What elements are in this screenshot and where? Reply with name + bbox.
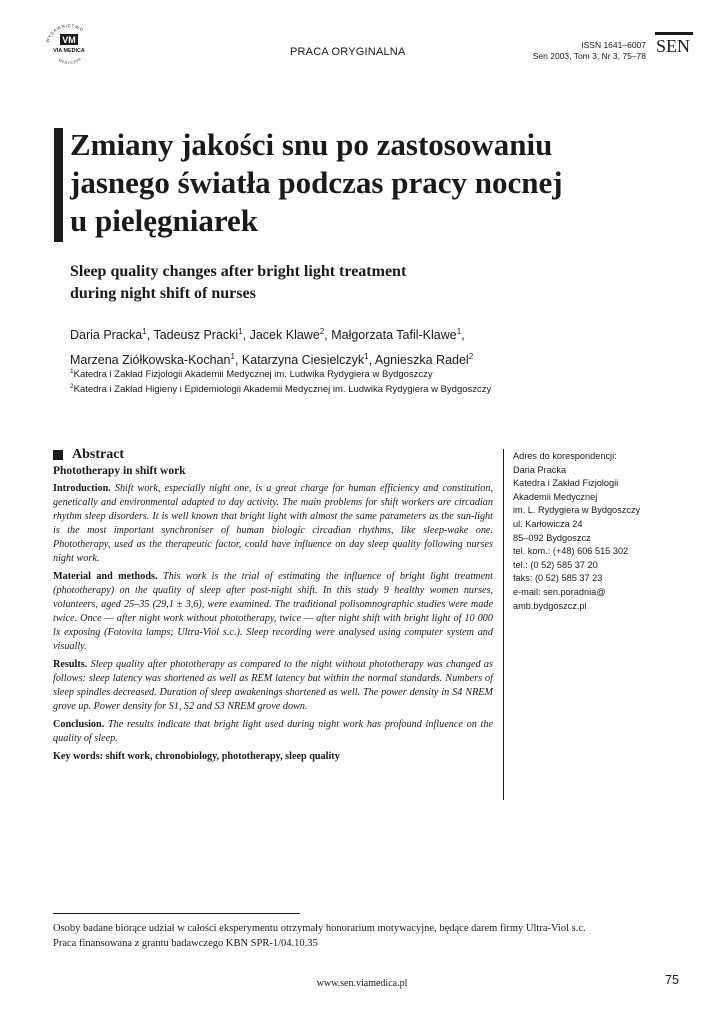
author-line [70,321,670,346]
abstract-heading-text: Abstract [72,447,125,462]
correspondence-line: im. L. Rydygiera w Bydgoszczy [513,505,641,516]
affiliations [70,366,670,396]
section-text: This work is the trial of estimating the influence of bright light treatment (phototherapy) on the quality of sleep after post-night shift. In this study 9 healthy women nurses, volunteers, aged 25–35 (29,1 ± 3,6), were examined. The traditional polisomnographic studies were made twice. Once — after night work without phototherapy, twice — after night shift with bright light of 10 000 lx exposing (Fotovita lamps; Ultra-Viol s.c.). Sleep recording were analysed using computer system and visually. [53,571,493,652]
correspondence-line: tel. kom.: (+48) 606 515 302 [513,546,629,557]
author-name: Marzena Ziółkowska-Kochan [70,353,231,368]
abstract [53,448,493,764]
issue-info: Sen 2003, Tom 3, Nr 3, 75–78 [532,51,646,61]
author-affiliation: 2 [468,352,474,362]
author-list [70,321,670,371]
footnote-line: Praca finansowana z grantu badawczego KBN SPR-1/04.10.35 [53,938,318,949]
author-name: Jacek Klawe [249,328,320,343]
author-affiliation: 1 [142,327,147,336]
section-label: Results. [53,659,88,670]
abstract-heading [53,448,493,462]
title-polish [70,126,630,240]
correspondence-line: Daria Pracka [513,464,567,475]
journal-name: SEN [656,36,691,56]
correspondence-line: Adres do korespondencji: [513,451,617,461]
section-text: The results indicate that bright light used during night work has profound influence on the quality of sleep. [53,719,493,744]
correspondence-email[interactable]: amb.bydgoszcz.pl [513,600,587,611]
author-sep: , [242,328,250,343]
author-name: Agnieszka Radel [374,353,469,368]
correspondence-line: Katedra i Zakład Fizjologii [513,478,619,489]
abstract-introduction [53,482,493,566]
correspondence-line: faks: (0 52) 585 37 23 [513,573,603,584]
section-text: Sleep quality after phototherapy as compared to the night without phototherapy was changed as follows: sleep latency was shortened as well as REM latency but within the normal standards. Numbers of sleep spindles decreased. Duration of sleep awakenings shortened as well. The power density in S4 NREM grove up. Power density for S1, S2 and S3 NREM grove down. [53,659,493,712]
section-label: Introduction. [53,483,111,494]
page-number: 75 [665,973,679,987]
journal-url[interactable]: www.sen.viamedica.pl [316,978,408,989]
section-label: Material and methods. [53,571,158,582]
via-medica-logo [40,22,98,70]
author-affiliation: 1 [456,327,462,336]
title-line: u pielęgniarek [70,203,259,238]
footnote [53,921,693,951]
correspondence-line: 85–092 Bydgoszcz [513,532,591,543]
author-sep: , [461,328,465,343]
title-line: during night shift of nurses [70,285,256,302]
author-name: Małgorzata Tafil-Klawe [331,328,457,343]
title-english [70,261,590,305]
svg-text:MEDYCZNE [58,57,82,65]
square-bullet-icon [53,450,63,460]
correspondence-line: Akademii Medycznej [513,491,598,502]
affiliation [70,366,670,381]
journal-meta [533,40,646,62]
affiliation-number: 2 [70,383,74,391]
author-name: Tadeusz Pracki [153,328,239,343]
correspondence [513,450,683,613]
author-sep: , [234,353,242,368]
affiliation [70,381,670,396]
section-text: Shift work, especially night one, is a great charge for human efficiency and constitution, genetically and environmental adapted to day activity. The main problems for shift workers are circadian rhythm sleep disorders. It is well known that bright light with almost the same parameters as the sun-light is the most important synchroniser of human biologic circadian rhythms, like sleep-wake one. Phototherapy, used as the therapeutic factor, could have influence on day sleep quality following nurses night work. [53,483,493,564]
author-affiliation: 1 [230,352,235,362]
affiliation-text: Katedra i Zakład Higieny i Epidemiologii Akademii Medycznej im. Ludwika Rydygiera w Bydgoszczy [73,384,492,396]
title-line: jasnego światła podczas pracy nocnej [70,165,563,200]
affiliation-text: Katedra i Zakład Fizjologii Akademii Medycznej im. Ludwika Rydygiera w Bydgoszczy [73,369,433,381]
footnote-rule [53,913,300,914]
abstract-methods [53,570,493,654]
logo-mark: VM [62,35,76,45]
author-name: Katarzyna Ciesielczyk [241,353,365,368]
correspondence-email[interactable]: e-mail: sen.poradnia@ [513,586,606,597]
abstract-results [53,658,493,714]
correspondence-line: tel.: (0 52) 585 37 20 [513,559,598,570]
logo-bottom-text: MEDYCZNE [57,56,83,66]
column-divider [503,449,504,800]
author-affiliation: 1 [364,352,369,362]
logo-name: VIA MEDICA [53,48,85,54]
author-affiliation: 1 [238,327,243,336]
correspondence-line: ul. Karłowicza 24 [513,518,583,529]
footnote-line: Osoby badane biorące udział w całości eksperymentu otrzymały honorarium motywacyjne, będące darem firmy Ultra-Viol s.c. [53,923,586,934]
title-line: Zmiany jakości snu po zastosowaniu [70,127,553,162]
section-label: PRACA ORYGINALNA [290,46,406,58]
abstract-conclusion [53,718,493,746]
affiliation-number: 1 [70,368,74,375]
title-bar [54,128,63,242]
logo-top-text: WYDAWNICTWO [44,22,85,44]
journal-rule [655,32,693,35]
issn: ISSN 1641–6007 [581,40,646,50]
author-sep: , [324,328,332,343]
author-name: Daria Pracka [70,328,143,343]
abstract-subheading: Phototherapy in shift work [53,465,186,477]
title-line: Sleep quality changes after bright light treatment [70,263,407,280]
author-sep: , [368,353,375,368]
section-label: Conclusion. [53,719,105,730]
keywords: Key words: shift work, chronobiology, phototherapy, sleep quality [53,751,340,762]
author-affiliation: 2 [319,327,325,336]
author-sep: , [146,328,154,343]
